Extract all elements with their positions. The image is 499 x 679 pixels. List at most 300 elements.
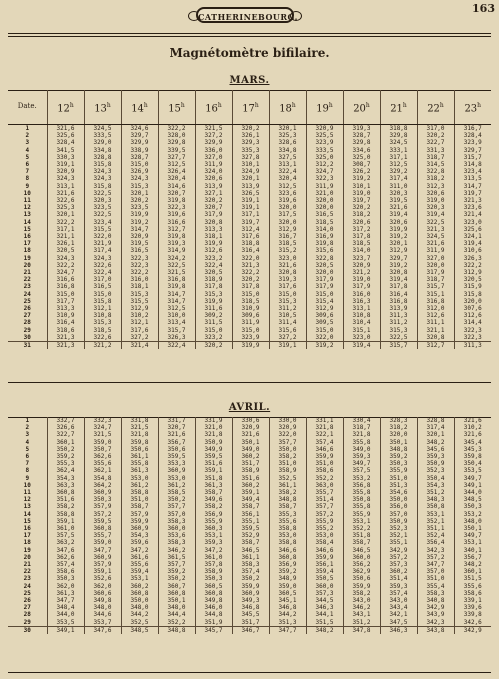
table-row bbox=[8, 604, 491, 611]
table-row bbox=[8, 197, 491, 204]
reading-cell: 344,0 bbox=[47, 611, 84, 618]
reading-cell: 321,8 bbox=[306, 424, 343, 431]
reading-cell: 311,5 bbox=[195, 319, 232, 326]
reading-cell: 317,4 bbox=[84, 247, 121, 254]
reading-cell: 328,4 bbox=[454, 132, 491, 139]
reading-cell: 346,6 bbox=[306, 547, 343, 554]
hour-value: 22 bbox=[427, 103, 440, 115]
reading-cell: 315,8 bbox=[84, 298, 121, 305]
reading-cell: 331,1 bbox=[306, 417, 343, 424]
reading-cell: 319,2 bbox=[380, 262, 417, 269]
reading-cell: 320,1 bbox=[232, 175, 269, 182]
reading-cell: 360,8 bbox=[195, 590, 232, 597]
reading-cell: 325,3 bbox=[269, 132, 306, 139]
reading-cell: 319,9 bbox=[380, 226, 417, 233]
reading-cell: 322,4 bbox=[195, 262, 232, 269]
reading-cell: 318,1 bbox=[121, 283, 158, 290]
reading-cell: 323,4 bbox=[84, 219, 121, 226]
reading-cell: 320,5 bbox=[195, 269, 232, 276]
reading-cell: 357,2 bbox=[380, 554, 417, 561]
reading-cell: 358,6 bbox=[47, 568, 84, 575]
reading-cell: 360,2 bbox=[121, 583, 158, 590]
reading-cell: 355,9 bbox=[380, 467, 417, 474]
table-row bbox=[8, 554, 491, 561]
reading-cell: 355,4 bbox=[417, 583, 454, 590]
reading-cell: 319,1 bbox=[232, 204, 269, 211]
reading-cell: 315,8 bbox=[454, 291, 491, 298]
reading-cell: 312,9 bbox=[454, 269, 491, 276]
reading-cell: 340,1 bbox=[454, 547, 491, 554]
reading-cell: 320,9 bbox=[121, 233, 158, 240]
reading-cell: 324,3 bbox=[47, 175, 84, 182]
reading-cell: 359,6 bbox=[121, 539, 158, 546]
reading-cell: 312,9 bbox=[269, 226, 306, 233]
reading-cell: 349,3 bbox=[232, 597, 269, 604]
reading-cell: 315,0 bbox=[121, 161, 158, 168]
reading-cell: 320,8 bbox=[195, 219, 232, 226]
reading-cell: 353,3 bbox=[158, 460, 195, 467]
reading-cell: 333,1 bbox=[380, 147, 417, 154]
date-cell: 12 bbox=[23, 496, 31, 504]
date-cell: 6 bbox=[25, 453, 30, 461]
reading-cell: 348,0 bbox=[158, 604, 195, 611]
reading-cell: 349,6 bbox=[195, 496, 232, 503]
reading-cell: 360,9 bbox=[158, 467, 195, 474]
reading-cell: 310,4 bbox=[343, 319, 380, 326]
reading-cell: 320,3 bbox=[380, 190, 417, 197]
reading-cell: 320,1 bbox=[121, 190, 158, 197]
reading-cell: 357,4 bbox=[47, 561, 84, 568]
reading-cell: 339,8 bbox=[454, 611, 491, 618]
table-row bbox=[8, 175, 491, 182]
reading-cell: 315,6 bbox=[269, 327, 306, 334]
reading-cell: 346,6 bbox=[269, 547, 306, 554]
reading-cell: 320,8 bbox=[417, 334, 454, 342]
reading-cell: 310,6 bbox=[454, 247, 491, 254]
reading-cell: 321,0 bbox=[195, 424, 232, 431]
hour-header bbox=[232, 90, 269, 125]
reading-cell: 311,3 bbox=[380, 312, 417, 319]
reading-cell: 319,9 bbox=[232, 342, 269, 350]
reading-cell: 314,7 bbox=[454, 183, 491, 190]
hour-value: 17 bbox=[242, 103, 255, 115]
hour-value: 20 bbox=[353, 103, 366, 115]
reading-cell: 321,6 bbox=[47, 190, 84, 197]
reading-cell: 323,0 bbox=[343, 334, 380, 342]
reading-cell: 342,9 bbox=[454, 626, 491, 634]
reading-cell: 351,0 bbox=[417, 575, 454, 582]
reading-cell: 361,3 bbox=[195, 482, 232, 489]
reading-cell: 319,6 bbox=[269, 197, 306, 204]
reading-cell: 319,2 bbox=[121, 219, 158, 226]
date-cell: 16 bbox=[23, 525, 31, 533]
reading-cell: 360,8 bbox=[158, 590, 195, 597]
reading-cell: 358,8 bbox=[47, 511, 84, 518]
table-row bbox=[8, 219, 491, 226]
reading-cell: 327,7 bbox=[158, 154, 195, 161]
reading-cell: 311,6 bbox=[195, 305, 232, 312]
reading-cell: 317,7 bbox=[47, 298, 84, 305]
reading-cell: 319,8 bbox=[158, 283, 195, 290]
reading-cell: 351,0 bbox=[121, 496, 158, 503]
reading-cell: 319,4 bbox=[417, 211, 454, 218]
reading-cell: 315,0 bbox=[232, 291, 269, 298]
reading-cell: 315,5 bbox=[121, 298, 158, 305]
reading-cell: 351,8 bbox=[343, 532, 380, 539]
reading-cell: 328,0 bbox=[158, 132, 195, 139]
reading-cell: 333,5 bbox=[84, 132, 121, 139]
hour-header bbox=[158, 90, 195, 125]
reading-cell: 322,5 bbox=[158, 262, 195, 269]
banner-ornament-right bbox=[290, 11, 302, 21]
reading-cell: 319,7 bbox=[343, 197, 380, 204]
reading-cell: 362,9 bbox=[343, 568, 380, 575]
hour-header bbox=[269, 90, 306, 125]
reading-cell: 359,5 bbox=[84, 518, 121, 525]
reading-cell: 357,8 bbox=[195, 561, 232, 568]
reading-cell: 334,8 bbox=[84, 147, 121, 154]
reading-cell: 360,5 bbox=[269, 590, 306, 597]
reading-cell: 319,2 bbox=[343, 175, 380, 182]
reading-cell: 315,3 bbox=[195, 291, 232, 298]
reading-cell: 348,8 bbox=[158, 626, 195, 634]
avril-table bbox=[8, 417, 491, 634]
reading-cell: 362,1 bbox=[84, 467, 121, 474]
reading-cell: 347,6 bbox=[47, 547, 84, 554]
reading-cell: 353,1 bbox=[417, 511, 454, 518]
table-row bbox=[8, 305, 491, 312]
reading-cell: 331,3 bbox=[417, 147, 454, 154]
reading-cell: 328,4 bbox=[47, 139, 84, 146]
reading-cell: 329,8 bbox=[343, 139, 380, 146]
table-row bbox=[8, 496, 491, 503]
reading-cell: 314,7 bbox=[121, 226, 158, 233]
date-cell: 31 bbox=[8, 342, 47, 350]
reading-cell: 324,5 bbox=[380, 139, 417, 146]
table-row bbox=[8, 240, 491, 247]
date-cell: 24 bbox=[23, 582, 31, 590]
reading-cell: 328,8 bbox=[84, 154, 121, 161]
reading-cell: 361,2 bbox=[121, 482, 158, 489]
reading-cell: 321,0 bbox=[306, 190, 343, 197]
reading-cell: 326,5 bbox=[232, 190, 269, 197]
reading-cell: 317,8 bbox=[232, 283, 269, 290]
banner-location: CATHERINEBOURG. bbox=[196, 7, 294, 23]
table-row bbox=[8, 583, 491, 590]
reading-cell: 361,3 bbox=[47, 590, 84, 597]
reading-cell: 309,6 bbox=[232, 312, 269, 319]
reading-cell: 322,2 bbox=[47, 219, 84, 226]
reading-cell: 350,4 bbox=[417, 475, 454, 482]
reading-cell: 360,5 bbox=[195, 583, 232, 590]
table-row bbox=[8, 211, 491, 218]
reading-cell: 359,1 bbox=[47, 518, 84, 525]
reading-cell: 360,8 bbox=[47, 489, 84, 496]
reading-cell: 359,3 bbox=[380, 583, 417, 590]
reading-cell: 359,9 bbox=[343, 583, 380, 590]
table-row bbox=[8, 453, 491, 460]
reading-cell: 309,5 bbox=[306, 319, 343, 326]
reading-cell: 359,5 bbox=[232, 525, 269, 532]
reading-cell: 358,2 bbox=[195, 503, 232, 510]
reading-cell: 346,2 bbox=[158, 547, 195, 554]
reading-cell: 319,5 bbox=[121, 240, 158, 247]
reading-cell: 320,9 bbox=[343, 262, 380, 269]
reading-cell: 320,2 bbox=[232, 125, 269, 133]
table-row bbox=[8, 161, 491, 168]
reading-cell: 351,6 bbox=[47, 496, 84, 503]
reading-cell: 315,0 bbox=[84, 291, 121, 298]
reading-cell: 335,3 bbox=[232, 147, 269, 154]
reading-cell: 357,0 bbox=[158, 511, 195, 518]
reading-cell: 322,6 bbox=[47, 197, 84, 204]
reading-cell: 319,3 bbox=[343, 125, 380, 133]
date-cell: 21 bbox=[23, 561, 31, 569]
reading-cell: 359,8 bbox=[454, 453, 491, 460]
reading-cell: 320,2 bbox=[121, 197, 158, 204]
reading-cell: 317,5 bbox=[269, 211, 306, 218]
reading-cell: 320,5 bbox=[47, 247, 84, 254]
reading-cell: 349,7 bbox=[343, 460, 380, 467]
hour-suffix: h bbox=[291, 101, 296, 109]
table-row bbox=[8, 204, 491, 211]
hour-value: 23 bbox=[464, 103, 478, 115]
date-cell: 8 bbox=[25, 467, 30, 475]
reading-cell: 348,0 bbox=[84, 604, 121, 611]
hour-value: 13 bbox=[94, 103, 107, 115]
table-row bbox=[8, 467, 491, 474]
table-row bbox=[8, 334, 491, 342]
reading-cell: 348,4 bbox=[47, 604, 84, 611]
date-cell: 13 bbox=[23, 503, 31, 511]
reading-cell: 352,9 bbox=[232, 532, 269, 539]
reading-cell: 355,9 bbox=[195, 518, 232, 525]
date-cell: 17 bbox=[23, 240, 31, 248]
date-cell: 25 bbox=[23, 589, 31, 597]
reading-cell: 313,1 bbox=[47, 183, 84, 190]
reading-cell: 355,8 bbox=[121, 460, 158, 467]
table-row bbox=[8, 597, 491, 604]
reading-cell: 352,1 bbox=[417, 518, 454, 525]
reading-cell: 318,9 bbox=[195, 276, 232, 283]
reading-cell: 360,6 bbox=[84, 590, 121, 597]
reading-cell: 357,0 bbox=[380, 511, 417, 518]
table-row bbox=[8, 575, 491, 582]
reading-cell: 357,0 bbox=[417, 568, 454, 575]
date-cell: 30 bbox=[8, 626, 47, 634]
reading-cell: 346,8 bbox=[269, 604, 306, 611]
reading-cell: 323,2 bbox=[195, 334, 232, 342]
reading-cell: 320,2 bbox=[417, 132, 454, 139]
reading-cell: 355,2 bbox=[306, 525, 343, 532]
reading-cell: 354,3 bbox=[417, 482, 454, 489]
table-row bbox=[8, 539, 491, 546]
hour-value: 14 bbox=[131, 103, 144, 115]
date-cell: 1 bbox=[25, 125, 30, 132]
reading-cell: 357,2 bbox=[306, 511, 343, 518]
reading-cell: 320,4 bbox=[269, 175, 306, 182]
reading-cell: 355,8 bbox=[343, 503, 380, 510]
table-row bbox=[8, 269, 491, 276]
reading-cell: 360,1 bbox=[47, 439, 84, 446]
reading-cell: 316,5 bbox=[84, 283, 121, 290]
reading-cell: 324,9 bbox=[232, 168, 269, 175]
reading-cell: 354,8 bbox=[84, 475, 121, 482]
reading-cell: 312,6 bbox=[195, 247, 232, 254]
reading-cell: 314,9 bbox=[158, 247, 195, 254]
reading-cell: 315,8 bbox=[84, 183, 121, 190]
reading-cell: 320,6 bbox=[380, 219, 417, 226]
date-cell: 24 bbox=[23, 290, 31, 298]
date-cell: 17 bbox=[23, 532, 31, 540]
reading-cell: 318,5 bbox=[269, 240, 306, 247]
reading-cell: 327,0 bbox=[195, 154, 232, 161]
reading-cell: 357,2 bbox=[417, 554, 454, 561]
reading-cell: 324,1 bbox=[454, 233, 491, 240]
reading-cell: 350,1 bbox=[454, 525, 491, 532]
reading-cell: 342,9 bbox=[417, 604, 454, 611]
reading-cell: 318,8 bbox=[380, 125, 417, 133]
reading-cell: 332,3 bbox=[84, 417, 121, 424]
reading-cell: 322,8 bbox=[306, 255, 343, 262]
reading-cell: 331,8 bbox=[121, 417, 158, 424]
reading-cell: 322,7 bbox=[417, 139, 454, 146]
date-cell: 13 bbox=[23, 211, 31, 219]
reading-cell: 353,7 bbox=[84, 619, 121, 627]
reading-cell: 310,1 bbox=[232, 161, 269, 168]
reading-cell: 322,4 bbox=[84, 269, 121, 276]
reading-cell: 309,2 bbox=[195, 312, 232, 319]
reading-cell: 342,1 bbox=[380, 611, 417, 618]
reading-cell: 360,8 bbox=[269, 554, 306, 561]
table-row bbox=[8, 626, 491, 634]
reading-cell: 313,5 bbox=[454, 175, 491, 182]
reading-cell: 313,9 bbox=[232, 183, 269, 190]
reading-cell: 330,6 bbox=[232, 417, 269, 424]
reading-cell: 329,7 bbox=[454, 147, 491, 154]
reading-cell: 350,9 bbox=[380, 518, 417, 525]
reading-cell: 311,2 bbox=[269, 305, 306, 312]
reading-cell: 317,1 bbox=[232, 211, 269, 218]
reading-cell: 358,3 bbox=[158, 539, 195, 546]
reading-cell: 350,0 bbox=[269, 446, 306, 453]
reading-cell: 316,7 bbox=[454, 125, 491, 133]
hour-value: 19 bbox=[316, 103, 329, 115]
reading-cell: 320,0 bbox=[306, 197, 343, 204]
reading-cell: 349,8 bbox=[195, 597, 232, 604]
reading-cell: 357,9 bbox=[121, 511, 158, 518]
reading-cell: 312,9 bbox=[306, 305, 343, 312]
reading-cell: 358,3 bbox=[417, 590, 454, 597]
reading-cell: 322,6 bbox=[84, 334, 121, 342]
reading-cell: 323,5 bbox=[121, 204, 158, 211]
date-cell: 20 bbox=[23, 261, 31, 269]
reading-cell: 344,5 bbox=[306, 597, 343, 604]
reading-cell: 347,7 bbox=[47, 597, 84, 604]
reading-cell: 363,3 bbox=[47, 482, 84, 489]
date-cell: 27 bbox=[23, 604, 31, 612]
reading-cell: 312,7 bbox=[417, 342, 454, 350]
reading-cell: 322,2 bbox=[232, 269, 269, 276]
reading-cell: 311,2 bbox=[380, 319, 417, 326]
reading-cell: 312,5 bbox=[269, 183, 306, 190]
hour-value: 21 bbox=[390, 103, 403, 115]
reading-cell: 316,8 bbox=[380, 298, 417, 305]
reading-cell: 324,2 bbox=[158, 255, 195, 262]
reading-cell: 361,1 bbox=[121, 453, 158, 460]
reading-cell: 322,3 bbox=[306, 175, 343, 182]
date-cell: 10 bbox=[23, 481, 31, 489]
reading-cell: 322,0 bbox=[232, 255, 269, 262]
reading-cell: 358,7 bbox=[232, 539, 269, 546]
reading-cell: 314,5 bbox=[417, 161, 454, 168]
reading-cell: 338,9 bbox=[121, 147, 158, 154]
reading-cell: 320,3 bbox=[84, 197, 121, 204]
reading-cell: 315,7 bbox=[417, 283, 454, 290]
reading-cell: 310,2 bbox=[454, 424, 491, 431]
reading-cell: 317,8 bbox=[343, 233, 380, 240]
reading-cell: 320,2 bbox=[343, 204, 380, 211]
reading-cell: 357,4 bbox=[306, 439, 343, 446]
reading-cell: 308,7 bbox=[343, 161, 380, 168]
reading-cell: 345,4 bbox=[454, 439, 491, 446]
reading-cell: 361,1 bbox=[232, 554, 269, 561]
reading-cell: 320,7 bbox=[158, 424, 195, 431]
reading-cell: 360,8 bbox=[84, 525, 121, 532]
reading-cell: 347,2 bbox=[121, 547, 158, 554]
reading-cell: 351,7 bbox=[232, 619, 269, 627]
reading-cell: 321,8 bbox=[343, 431, 380, 438]
reading-cell: 325,3 bbox=[47, 204, 84, 211]
reading-cell: 312,1 bbox=[84, 305, 121, 312]
reading-cell: 322,8 bbox=[417, 168, 454, 175]
date-cell: 12 bbox=[23, 204, 31, 212]
reading-cell: 359,5 bbox=[158, 453, 195, 460]
reading-cell: 312,0 bbox=[417, 305, 454, 312]
reading-cell: 326,2 bbox=[343, 168, 380, 175]
reading-cell: 317,9 bbox=[306, 283, 343, 290]
reading-cell: 321,6 bbox=[454, 417, 491, 424]
reading-cell: 360,9 bbox=[84, 489, 121, 496]
reading-cell: 323,6 bbox=[454, 204, 491, 211]
reading-cell: 323,5 bbox=[84, 204, 121, 211]
table-row bbox=[8, 319, 491, 326]
reading-cell: 329,2 bbox=[380, 168, 417, 175]
reading-cell: 316,9 bbox=[306, 233, 343, 240]
reading-cell: 320,9 bbox=[232, 424, 269, 431]
reading-cell: 318,7 bbox=[343, 424, 380, 431]
table-row bbox=[8, 327, 491, 334]
reading-cell: 317,0 bbox=[417, 125, 454, 133]
reading-cell: 350,2 bbox=[232, 575, 269, 582]
hour-header bbox=[121, 90, 158, 125]
reading-cell: 326,3 bbox=[158, 334, 195, 342]
reading-cell: 341,5 bbox=[47, 147, 84, 154]
reading-cell: 315,9 bbox=[454, 283, 491, 290]
reading-cell: 319,3 bbox=[269, 276, 306, 283]
reading-cell: 316,5 bbox=[306, 211, 343, 218]
reading-cell: 350,3 bbox=[380, 460, 417, 467]
date-cell: 2 bbox=[25, 132, 30, 140]
date-cell: 9 bbox=[25, 182, 30, 190]
reading-cell: 355,6 bbox=[454, 583, 491, 590]
reading-cell: 322,0 bbox=[84, 233, 121, 240]
hour-header bbox=[417, 90, 454, 125]
reading-cell: 310,0 bbox=[158, 312, 195, 319]
reading-cell: 329,9 bbox=[121, 139, 158, 146]
date-cell: 16 bbox=[23, 233, 31, 241]
reading-cell: 329,7 bbox=[121, 132, 158, 139]
